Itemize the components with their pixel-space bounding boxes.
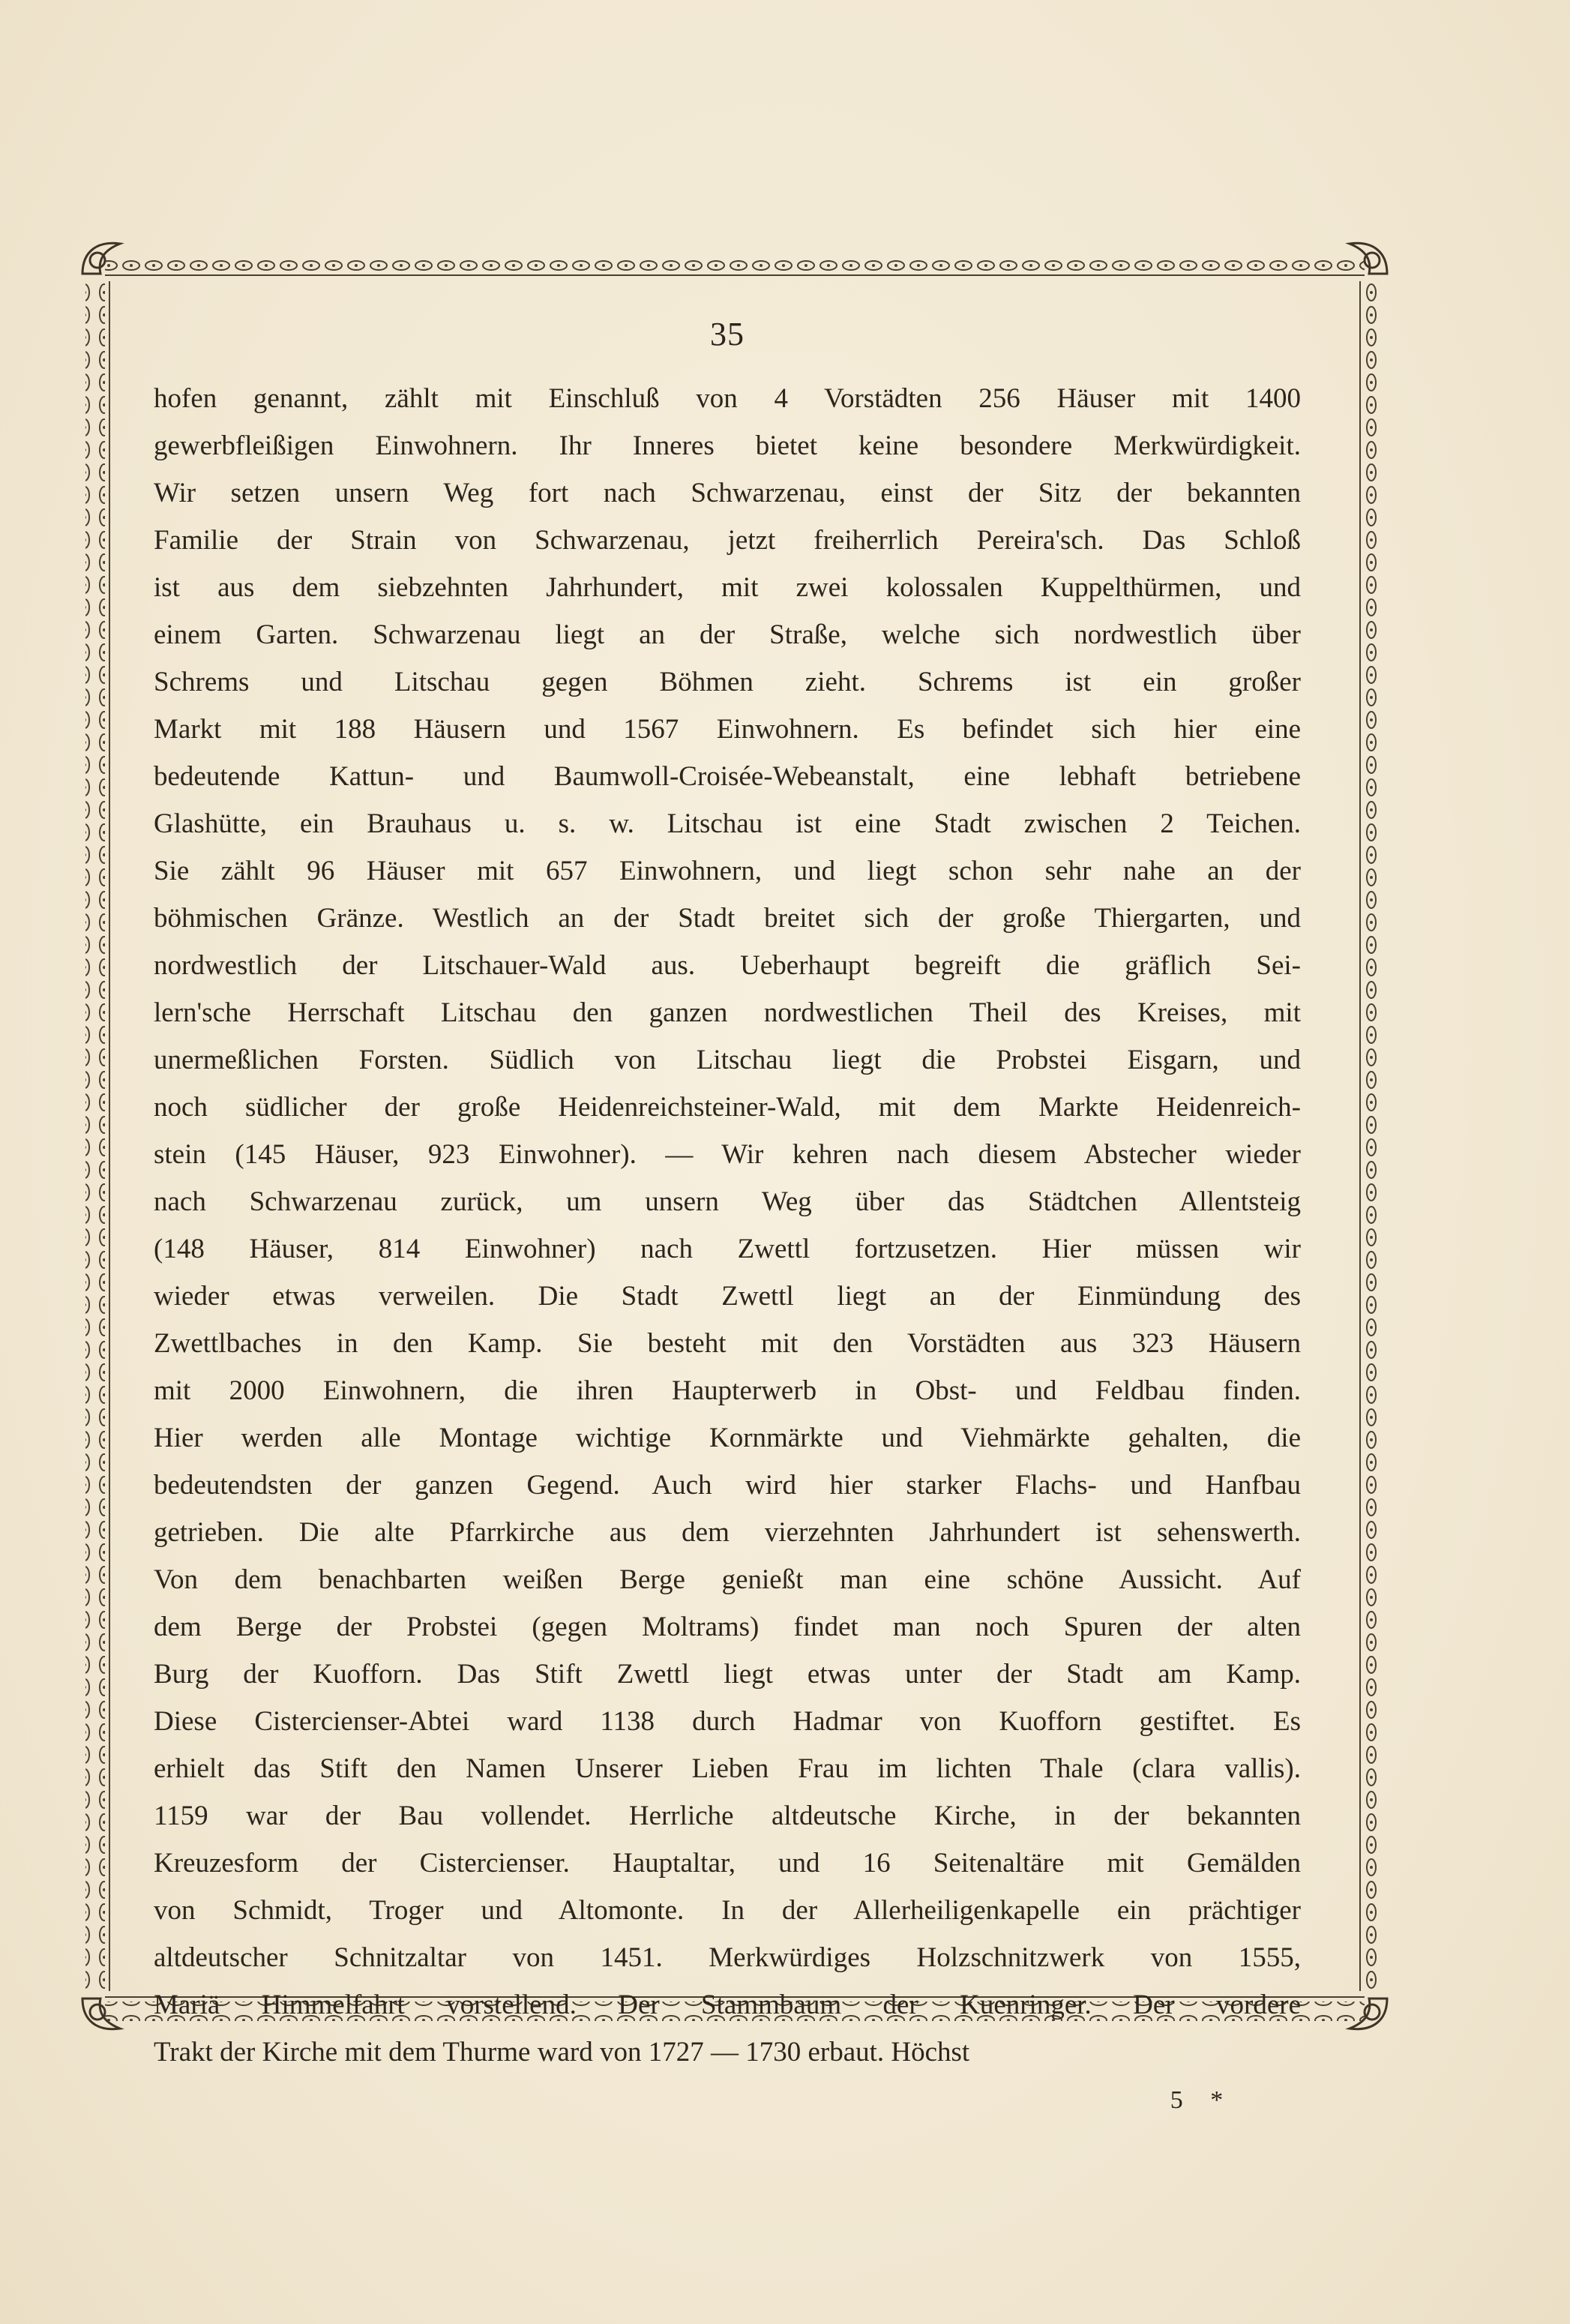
text-line: Zwettlbaches in den Kamp. Sie besteht mit den Vorstädten aus 323 Häusern <box>154 1328 1301 1359</box>
signature-mark: 5 * <box>1170 2086 1234 2114</box>
text-line: lern'sche Herrschaft Litschau den ganzen nordwestlichen Theil des Kreises, mit <box>154 997 1301 1028</box>
text-line: nach Schwarzenau zurück, um unsern Weg über das Städtchen Allentsteig <box>154 1186 1301 1217</box>
text-line: nordwestlich der Litschauer-Wald aus. Ueberhaupt begreift die gräflich Sei- <box>154 950 1301 981</box>
text-line: Diese Cistercienser-Abtei ward 1138 durch Hadmar von Kuofforn gestiftet. Es <box>154 1706 1301 1737</box>
text-line: noch südlicher der große Heidenreichsteiner-Wald, mit dem Markte Heidenreich- <box>154 1092 1301 1123</box>
text-line: erhielt das Stift den Namen Unserer Lieben Frau im lichten Thale (clara vallis). <box>154 1753 1301 1784</box>
text-line: ist aus dem siebzehnten Jahrhundert, mit zwei kolossalen Kuppelthürmen, und <box>154 572 1301 603</box>
text-line: Von dem benachbarten weißen Berge genießt man eine schöne Aussicht. Auf <box>154 1564 1301 1595</box>
text-line: Hier werden alle Montage wichtige Kornmärkte und Viehmärkte gehalten, die <box>154 1423 1301 1453</box>
text-line: mit 2000 Einwohnern, die ihren Haupterwerb in Obst- und Feldbau finden. <box>154 1375 1301 1406</box>
text-line: gewerbfleißigen Einwohnern. Ihr Inneres bietet keine besondere Merkwürdigkeit. <box>154 430 1301 461</box>
text-line: Kreuzesform der Cistercienser. Hauptaltar, und 16 Seitenaltäre mit Gemälden <box>154 1848 1301 1879</box>
text-line: 1159 war der Bau vollendet. Herrliche altdeutsche Kirche, in der bekannten <box>154 1801 1301 1831</box>
body-text <box>154 375 1301 2076</box>
text-line: unermeßlichen Forsten. Südlich von Litschau liegt die Probstei Eisgarn, und <box>154 1045 1301 1075</box>
text-line: Wir setzen unsern Weg fort nach Schwarzenau, einst der Sitz der bekannten <box>154 478 1301 508</box>
text-line: Familie der Strain von Schwarzenau, jetzt freiherrlich Pereira'sch. Das Schloß <box>154 525 1301 556</box>
text-line: Mariä Himmelfahrt vorstellend. Der Stammbaum der Kuenringer. Der vordere <box>154 1990 1301 2020</box>
text-line: Schrems und Litschau gegen Böhmen zieht. Schrems ist ein großer <box>154 667 1301 697</box>
text-line: stein (145 Häuser, 923 Einwohner). — Wir kehren nach diesem Abstecher wieder <box>154 1139 1301 1170</box>
text-line: wieder etwas verweilen. Die Stadt Zwettl liegt an der Einmündung des <box>154 1281 1301 1312</box>
text-line: bedeutendsten der ganzen Gegend. Auch wird hier starker Flachs- und Hanfbau <box>154 1470 1301 1501</box>
page-number: 35 <box>710 316 745 352</box>
text-line: Sie zählt 96 Häuser mit 657 Einwohnern, und liegt schon sehr nahe an der <box>154 856 1301 886</box>
text-line: böhmischen Gränze. Westlich an der Stadt breitet sich der große Thiergarten, und <box>154 903 1301 934</box>
text-line: bedeutende Kattun- und Baumwoll-Croisée-Webeanstalt, eine lebhaft betriebene <box>154 761 1301 792</box>
text-line: Burg der Kuofforn. Das Stift Zwettl liegt etwas unter der Stadt am Kamp. <box>154 1659 1301 1690</box>
text-line: einem Garten. Schwarzenau liegt an der Straße, welche sich nordwestlich über <box>154 619 1301 650</box>
text-line: Markt mit 188 Häusern und 1567 Einwohnern. Es befindet sich hier eine <box>154 714 1301 745</box>
text-line: Glashütte, ein Brauhaus u. s. w. Litschau ist eine Stadt zwischen 2 Teichen. <box>154 808 1301 839</box>
text-line: (148 Häuser, 814 Einwohner) nach Zwettl fortzusetzen. Hier müssen wir <box>154 1234 1301 1264</box>
text-line: getrieben. Die alte Pfarrkirche aus dem vierzehnten Jahrhundert ist sehenswerth. <box>154 1517 1301 1548</box>
text-line: von Schmidt, Troger und Altomonte. In der Allerheiligenkapelle ein prächtiger <box>154 1895 1301 1926</box>
text-line: Trakt der Kirche mit dem Thurme ward von 1727 — 1730 erbaut. Höchst <box>154 2037 970 2068</box>
text-line: dem Berge der Probstei (gegen Moltrams) findet man noch Spuren der alten <box>154 1612 1301 1642</box>
text-line: hofen genannt, zählt mit Einschluß von 4 Vorstädten 256 Häuser mit 1400 <box>154 383 1301 414</box>
text-line: altdeutscher Schnitzaltar von 1451. Merkwürdiges Holzschnitzwerk von 1555, <box>154 1942 1301 1973</box>
